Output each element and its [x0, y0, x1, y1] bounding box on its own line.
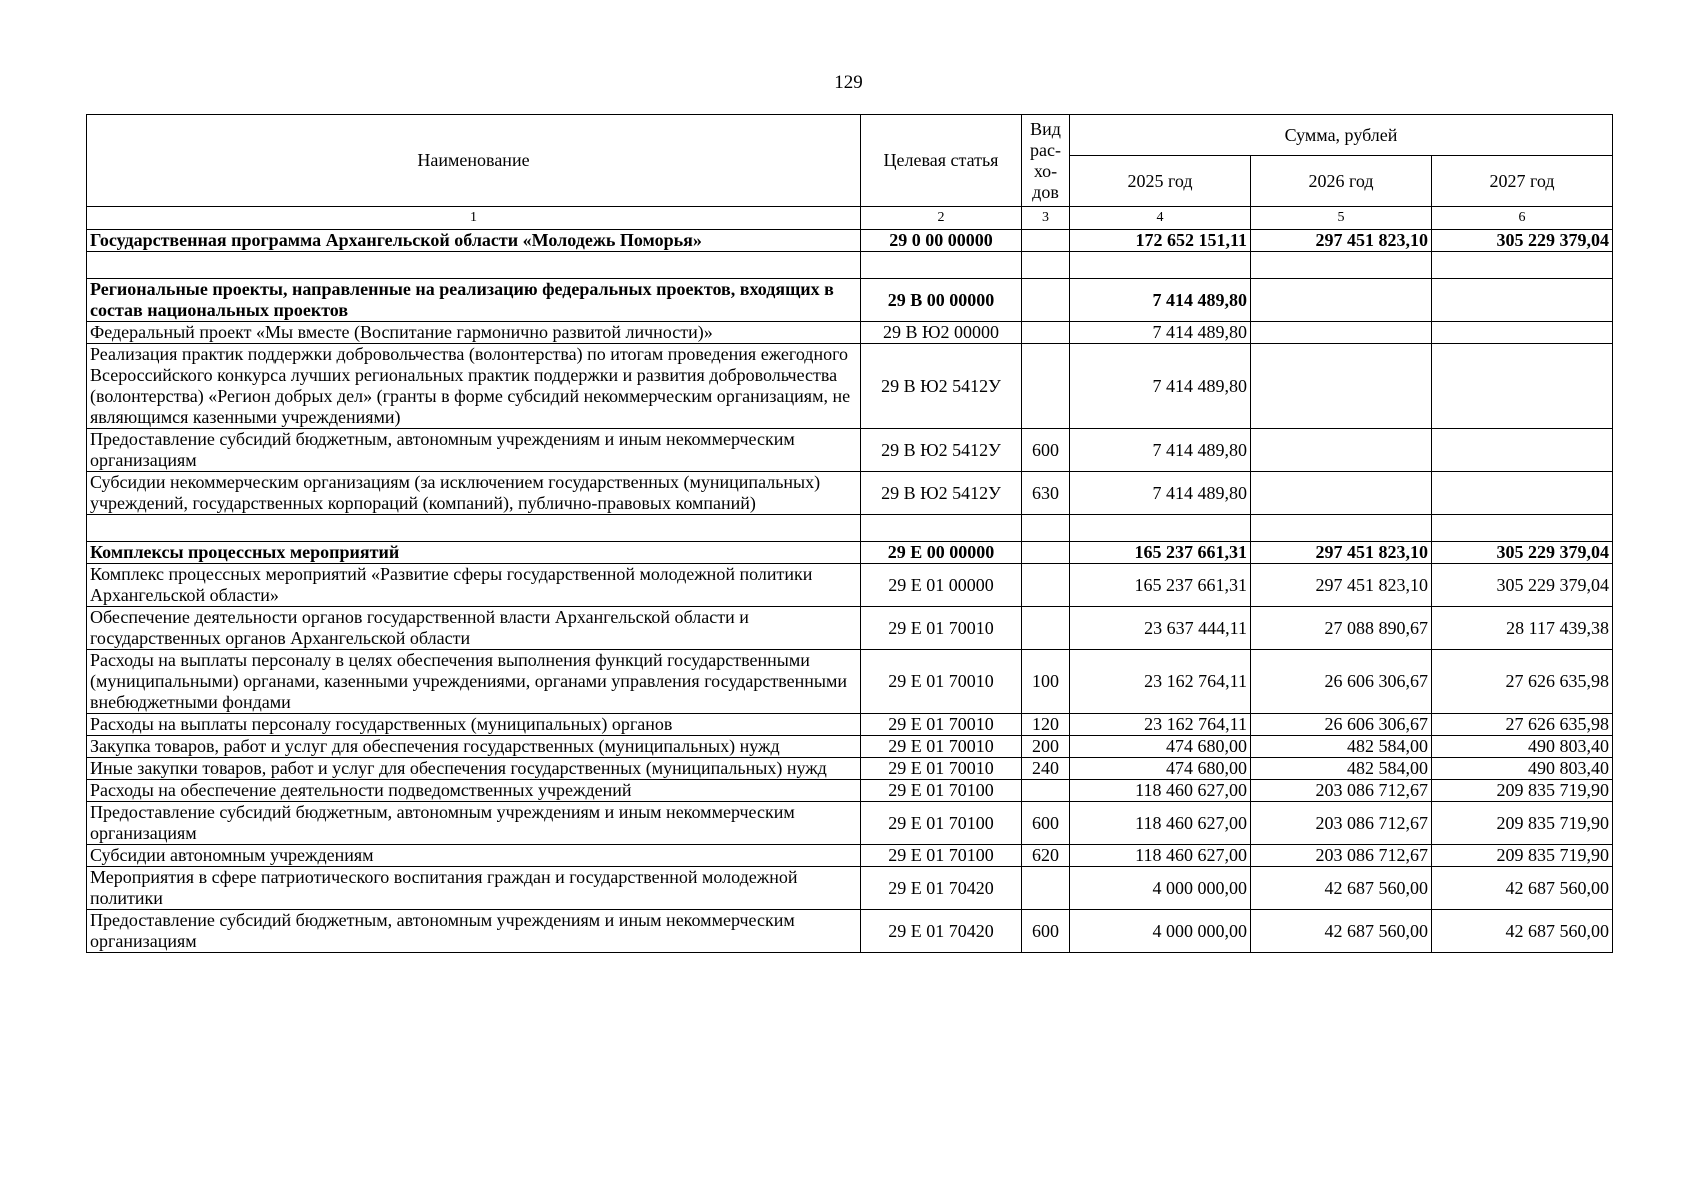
row-sum-2026: 203 086 712,67 — [1251, 845, 1432, 867]
row-vid — [1022, 344, 1070, 429]
row-code: 29 Е 01 70420 — [861, 910, 1022, 953]
row-sum-2027 — [1432, 252, 1613, 279]
header-year-2026: 2026 год — [1251, 156, 1432, 207]
row-name: Предоставление субсидий бюджетным, автономным учреждениям и иным некоммерческим организациям — [87, 910, 861, 953]
row-name: Расходы на обеспечение деятельности подведомственных учреждений — [87, 780, 861, 802]
row-sum-2027: 305 229 379,04 — [1432, 542, 1613, 564]
row-sum-2026: 203 086 712,67 — [1251, 802, 1432, 845]
row-code: 29 В Ю2 00000 — [861, 322, 1022, 344]
row-sum-2025: 23 162 764,11 — [1070, 650, 1251, 714]
row-name: Расходы на выплаты персоналу государственных (муниципальных) органов — [87, 714, 861, 736]
row-code: 29 Е 01 70010 — [861, 714, 1022, 736]
table-row — [87, 322, 1613, 344]
row-code: 29 Е 01 70420 — [861, 867, 1022, 910]
row-sum-2025: 7 414 489,80 — [1070, 322, 1251, 344]
row-sum-2026: 26 606 306,67 — [1251, 714, 1432, 736]
header-year-2027: 2027 год — [1432, 156, 1613, 207]
row-name: Субсидии автономным учреждениям — [87, 845, 861, 867]
row-sum-2026: 297 451 823,10 — [1251, 230, 1432, 252]
row-sum-2026 — [1251, 252, 1432, 279]
row-code: 29 Е 01 70010 — [861, 736, 1022, 758]
row-name: Обеспечение деятельности органов государственной власти Архангельской области и государственных органов Архангельской области — [87, 607, 861, 650]
row-name: Предоставление субсидий бюджетным, автономным учреждениям и иным некоммерческим организациям — [87, 429, 861, 472]
row-sum-2027 — [1432, 472, 1613, 515]
row-sum-2026 — [1251, 279, 1432, 322]
row-sum-2026: 482 584,00 — [1251, 758, 1432, 780]
row-code: 29 Е 01 70100 — [861, 780, 1022, 802]
row-code: 29 В 00 00000 — [861, 279, 1022, 322]
table-row — [87, 564, 1613, 607]
page-number: 129 — [834, 72, 863, 93]
table-row — [87, 910, 1613, 953]
row-sum-2027 — [1432, 515, 1613, 542]
table-row — [87, 279, 1613, 322]
row-code: 29 Е 01 70010 — [861, 607, 1022, 650]
row-vid — [1022, 252, 1070, 279]
row-sum-2026 — [1251, 344, 1432, 429]
row-sum-2027 — [1432, 344, 1613, 429]
row-sum-2027: 28 117 439,38 — [1432, 607, 1613, 650]
row-sum-2025: 7 414 489,80 — [1070, 344, 1251, 429]
column-number: 3 — [1022, 207, 1070, 230]
header-name: Наименование — [87, 115, 861, 207]
row-vid — [1022, 322, 1070, 344]
row-vid: 600 — [1022, 910, 1070, 953]
table-header — [87, 115, 1613, 230]
row-sum-2025: 23 162 764,11 — [1070, 714, 1251, 736]
table-row-empty — [87, 252, 1613, 279]
row-sum-2027: 209 835 719,90 — [1432, 780, 1613, 802]
row-name: Закупка товаров, работ и услуг для обеспечения государственных (муниципальных) нужд — [87, 736, 861, 758]
row-vid — [1022, 230, 1070, 252]
table-row — [87, 650, 1613, 714]
row-vid: 120 — [1022, 714, 1070, 736]
row-sum-2027 — [1432, 279, 1613, 322]
row-name: Мероприятия в сфере патриотического воспитания граждан и государственной молодежной политики — [87, 867, 861, 910]
table-row — [87, 542, 1613, 564]
row-sum-2027 — [1432, 322, 1613, 344]
row-sum-2027: 490 803,40 — [1432, 758, 1613, 780]
row-vid — [1022, 867, 1070, 910]
row-code: 29 Е 01 70010 — [861, 650, 1022, 714]
header-vid: Вид рас-хо-дов — [1022, 115, 1070, 207]
row-sum-2026 — [1251, 429, 1432, 472]
row-sum-2026: 297 451 823,10 — [1251, 564, 1432, 607]
row-vid: 620 — [1022, 845, 1070, 867]
row-name — [87, 515, 861, 542]
table-row — [87, 472, 1613, 515]
row-sum-2026: 297 451 823,10 — [1251, 542, 1432, 564]
row-vid — [1022, 279, 1070, 322]
row-sum-2026: 42 687 560,00 — [1251, 867, 1432, 910]
row-vid: 200 — [1022, 736, 1070, 758]
row-code — [861, 515, 1022, 542]
row-sum-2025: 23 637 444,11 — [1070, 607, 1251, 650]
row-code: 29 Е 00 00000 — [861, 542, 1022, 564]
row-sum-2025: 165 237 661,31 — [1070, 542, 1251, 564]
row-name: Федеральный проект «Мы вместе (Воспитание гармонично развитой личности)» — [87, 322, 861, 344]
row-name: Реализация практик поддержки добровольчества (волонтерства) по итогам проведения ежегодного Всероссийского конкурса лучших региональных практик поддержки и развития добровольчества (волонтерства) «Регион добрых дел» (гранты в форме субсидий некоммерческим организациям, не являющимся казенными учреждениями) — [87, 344, 861, 429]
row-sum-2026 — [1251, 322, 1432, 344]
row-sum-2025: 4 000 000,00 — [1070, 867, 1251, 910]
row-sum-2025: 118 460 627,00 — [1070, 780, 1251, 802]
row-name: Иные закупки товаров, работ и услуг для обеспечения государственных (муниципальных) нужд — [87, 758, 861, 780]
row-code: 29 В Ю2 5412У — [861, 344, 1022, 429]
row-name: Государственная программа Архангельской области «Молодежь Поморья» — [87, 230, 861, 252]
table-body — [87, 230, 1613, 953]
table-row — [87, 344, 1613, 429]
row-sum-2025: 7 414 489,80 — [1070, 472, 1251, 515]
table-row — [87, 429, 1613, 472]
row-sum-2026: 27 088 890,67 — [1251, 607, 1432, 650]
row-sum-2027: 27 626 635,98 — [1432, 650, 1613, 714]
table-row — [87, 607, 1613, 650]
row-code — [861, 252, 1022, 279]
row-vid — [1022, 607, 1070, 650]
row-sum-2025 — [1070, 515, 1251, 542]
row-sum-2025: 118 460 627,00 — [1070, 845, 1251, 867]
budget-table — [86, 114, 1613, 953]
row-code: 29 Е 01 70100 — [861, 845, 1022, 867]
column-number: 2 — [861, 207, 1022, 230]
row-name: Комплекс процессных мероприятий «Развитие сферы государственной молодежной политики Архангельской области» — [87, 564, 861, 607]
row-sum-2027: 305 229 379,04 — [1432, 230, 1613, 252]
table-row — [87, 780, 1613, 802]
row-sum-2027: 209 835 719,90 — [1432, 845, 1613, 867]
column-number: 1 — [87, 207, 861, 230]
row-sum-2027: 42 687 560,00 — [1432, 910, 1613, 953]
row-sum-2025: 474 680,00 — [1070, 758, 1251, 780]
header-year-2025: 2025 год — [1070, 156, 1251, 207]
row-name: Субсидии некоммерческим организациям (за исключением государственных (муниципальных) учреждений, государственных корпораций (компаний), публично-правовых компаний) — [87, 472, 861, 515]
row-name — [87, 252, 861, 279]
header-target: Целевая статья — [861, 115, 1022, 207]
table-row-empty — [87, 515, 1613, 542]
row-sum-2026: 42 687 560,00 — [1251, 910, 1432, 953]
row-sum-2027: 27 626 635,98 — [1432, 714, 1613, 736]
table-row — [87, 867, 1613, 910]
row-code: 29 Е 01 70100 — [861, 802, 1022, 845]
row-sum-2026: 203 086 712,67 — [1251, 780, 1432, 802]
table-row — [87, 714, 1613, 736]
row-sum-2027 — [1432, 429, 1613, 472]
row-vid — [1022, 564, 1070, 607]
table-row — [87, 802, 1613, 845]
row-sum-2025: 7 414 489,80 — [1070, 279, 1251, 322]
row-sum-2027: 209 835 719,90 — [1432, 802, 1613, 845]
row-name: Комплексы процессных мероприятий — [87, 542, 861, 564]
row-vid: 100 — [1022, 650, 1070, 714]
row-vid — [1022, 542, 1070, 564]
column-number: 6 — [1432, 207, 1613, 230]
row-code: 29 Е 01 00000 — [861, 564, 1022, 607]
row-vid: 600 — [1022, 802, 1070, 845]
row-code: 29 В Ю2 5412У — [861, 429, 1022, 472]
row-sum-2027: 490 803,40 — [1432, 736, 1613, 758]
row-name: Региональные проекты, направленные на реализацию федеральных проектов, входящих в состав национальных проектов — [87, 279, 861, 322]
row-name: Расходы на выплаты персоналу в целях обеспечения выполнения функций государственными (муниципальными) органами, казенными учреждениями, органами управления государственными внебюджетными фондами — [87, 650, 861, 714]
table-row — [87, 758, 1613, 780]
table-row — [87, 230, 1613, 252]
row-sum-2025 — [1070, 252, 1251, 279]
row-sum-2026: 482 584,00 — [1251, 736, 1432, 758]
row-sum-2027: 42 687 560,00 — [1432, 867, 1613, 910]
row-vid — [1022, 780, 1070, 802]
column-number: 4 — [1070, 207, 1251, 230]
row-vid: 240 — [1022, 758, 1070, 780]
row-vid: 630 — [1022, 472, 1070, 515]
row-sum-2025: 118 460 627,00 — [1070, 802, 1251, 845]
row-sum-2025: 165 237 661,31 — [1070, 564, 1251, 607]
row-sum-2026 — [1251, 515, 1432, 542]
header-sum: Сумма, рублей — [1070, 115, 1613, 156]
row-vid — [1022, 515, 1070, 542]
row-sum-2026: 26 606 306,67 — [1251, 650, 1432, 714]
row-code: 29 0 00 00000 — [861, 230, 1022, 252]
row-sum-2025: 7 414 489,80 — [1070, 429, 1251, 472]
row-sum-2026 — [1251, 472, 1432, 515]
column-number: 5 — [1251, 207, 1432, 230]
table-row — [87, 845, 1613, 867]
row-sum-2027: 305 229 379,04 — [1432, 564, 1613, 607]
row-sum-2025: 474 680,00 — [1070, 736, 1251, 758]
table-row — [87, 736, 1613, 758]
row-vid: 600 — [1022, 429, 1070, 472]
row-code: 29 В Ю2 5412У — [861, 472, 1022, 515]
row-name: Предоставление субсидий бюджетным, автономным учреждениям и иным некоммерческим организациям — [87, 802, 861, 845]
row-code: 29 Е 01 70010 — [861, 758, 1022, 780]
row-sum-2025: 4 000 000,00 — [1070, 910, 1251, 953]
row-sum-2025: 172 652 151,11 — [1070, 230, 1251, 252]
